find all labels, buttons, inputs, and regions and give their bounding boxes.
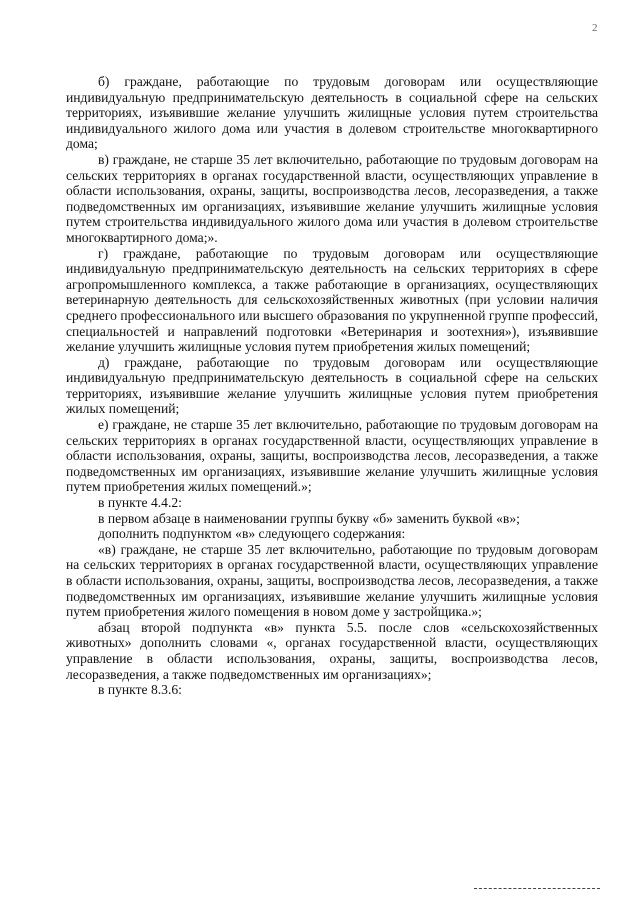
paragraph-first-abzac: в первом абзаце в наименовании группы букву «б» заменить буквой «в»; [98, 510, 520, 526]
paragraph-point-4-4-2: в пункте 4.4.2: [98, 495, 182, 511]
paragraph-g: г) граждане, работающие по трудовым договорам или осуществляющие индивидуальную предпринимательскую деятельность на сельских территориях в сфере агропромышленного комплекса, а также работающие в организациях, осуществляющих ветеринарную деятельность для сельскохозяйственных животных (при условии наличия среднего профессионального или высшего образования по укрупненной группе профессий, специальностей и направлений подготовки «Ветеринария и зоотехния»), изъявившие желание улучшить жилищные условия путем приобретения жилых помещений; [66, 245, 598, 355]
page-number: 2 [592, 22, 598, 34]
paragraph-point-5-5: абзац второй подпункта «в» пункта 5.5. после слов «сельскохозяйственных животных» дополнить словами «, органах государственной власти, осуществляющих управление в области использования, охраны, защиты, воспроизводства лесов, лесоразведения, а также подведомственных им организациях»; [66, 619, 598, 682]
paragraph-add-subpoint: дополнить подпунктом «в» следующего содержания: [98, 526, 406, 542]
paragraph-d: д) граждане, работающие по трудовым договорам или осуществляющие индивидуальную предпринимательскую деятельность в социальной сфере на сельских территориях, изъявившие желание улучшить жилищные условия путем приобретения жилых помещений; [66, 354, 598, 417]
paragraph-quoted-v: «в) граждане, не старше 35 лет включительно, работающие по трудовым договорам на сельских территориях в органах государственной власти, осуществляющих управление в области использования, охраны, защиты, воспроизводства лесов, лесоразведения, а также подведомственных им организациях, изъявившие желание улучшить жилищные условия путем приобретения жилого помещения в новом доме у застройщика.»; [66, 541, 598, 620]
footer-dashed-rule [474, 888, 600, 889]
paragraph-point-8-3-6: в пункте 8.3.6: [98, 682, 182, 698]
paragraph-v: в) граждане, не старше 35 лет включительно, работающие по трудовым договорам на сельских территориях в органах государственной власти, осуществляющих управление в области использования, охраны, защиты, воспроизводства лесов, лесоразведения, а также подведомственных им организациях, изъявившие желание улучшить жилищные условия путем строительства индивидуального жилого дома или участия в долевом строительстве многоквартирного дома;». [66, 151, 598, 245]
paragraph-e: е) граждане, не старше 35 лет включительно, работающие по трудовым договорам на сельских территориях в органах государственной власти, осуществляющих управление в области использования, охраны, защиты, воспроизводства лесов, лесоразведения, а также подведомственных им организациях, изъявившие желание улучшить жилищные условия путем приобретения жилых помещений.»; [66, 417, 598, 495]
document-body [66, 74, 598, 698]
paragraph-b: б) граждане, работающие по трудовым договорам или осуществляющие индивидуальную предпринимательскую деятельность в социальной сфере на сельских территориях, изъявившие желание улучшить жилищные условия путем строительства индивидуального жилого дома или участия в долевом строительстве многоквартирного дома; [66, 74, 598, 152]
